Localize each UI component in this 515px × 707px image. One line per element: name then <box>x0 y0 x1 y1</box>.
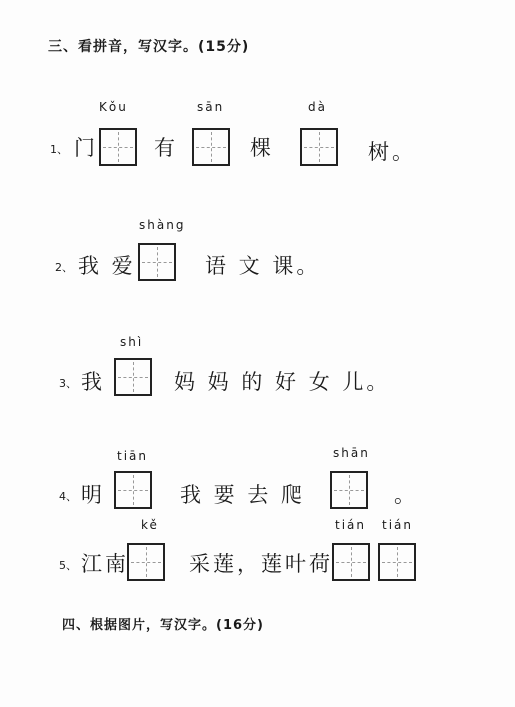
pinyin-label: shàng <box>139 218 186 232</box>
answer-box[interactable] <box>99 128 137 166</box>
answer-box[interactable] <box>114 358 152 396</box>
pinyin-label: tián <box>382 518 413 532</box>
question-number: 2、 <box>55 261 73 274</box>
question-number: 1、 <box>50 143 68 156</box>
answer-box[interactable] <box>378 543 416 581</box>
pinyin-label: kě <box>141 518 159 532</box>
answer-box[interactable] <box>330 471 368 509</box>
sentence-text: 门 <box>74 136 98 160</box>
sentence-text: 我 <box>81 370 105 394</box>
pinyin-label: shì <box>120 335 144 349</box>
pinyin-label: dà <box>308 100 327 114</box>
pinyin-label: sān <box>197 100 225 114</box>
answer-box[interactable] <box>127 543 165 581</box>
sentence-text: 。 <box>394 483 418 507</box>
answer-box[interactable] <box>332 543 370 581</box>
sentence-text: 我 爱 <box>78 254 136 278</box>
sentence-text: 妈 妈 的 好 女 儿。 <box>174 370 391 394</box>
pinyin-label: Kǒu <box>99 100 128 114</box>
sentence-text: 有 <box>154 136 178 160</box>
pinyin-label: tián <box>335 518 366 532</box>
sentence-text: 树。 <box>368 140 416 164</box>
question-number: 5、 <box>59 559 77 572</box>
sentence-text: 棵 <box>250 136 274 160</box>
sentence-text: 我 要 去 爬 <box>180 483 306 507</box>
answer-box[interactable] <box>114 471 152 509</box>
question-number: 3、 <box>59 377 77 390</box>
pinyin-label: shān <box>333 446 370 460</box>
section-3-heading: 三、看拼音，写汉字。(15分) <box>48 39 250 55</box>
sentence-text: 江南 <box>81 552 129 576</box>
sentence-text: 语 文 课。 <box>205 254 321 278</box>
sentence-text: 采莲，莲叶荷 <box>189 552 333 576</box>
sentence-text: 明 <box>81 483 105 507</box>
answer-box[interactable] <box>300 128 338 166</box>
question-number: 4、 <box>59 490 77 503</box>
answer-box[interactable] <box>138 243 176 281</box>
section-4-heading: 四、根据图片，写汉字。(16分) <box>62 618 264 633</box>
answer-box[interactable] <box>192 128 230 166</box>
pinyin-label: tiān <box>117 449 148 463</box>
